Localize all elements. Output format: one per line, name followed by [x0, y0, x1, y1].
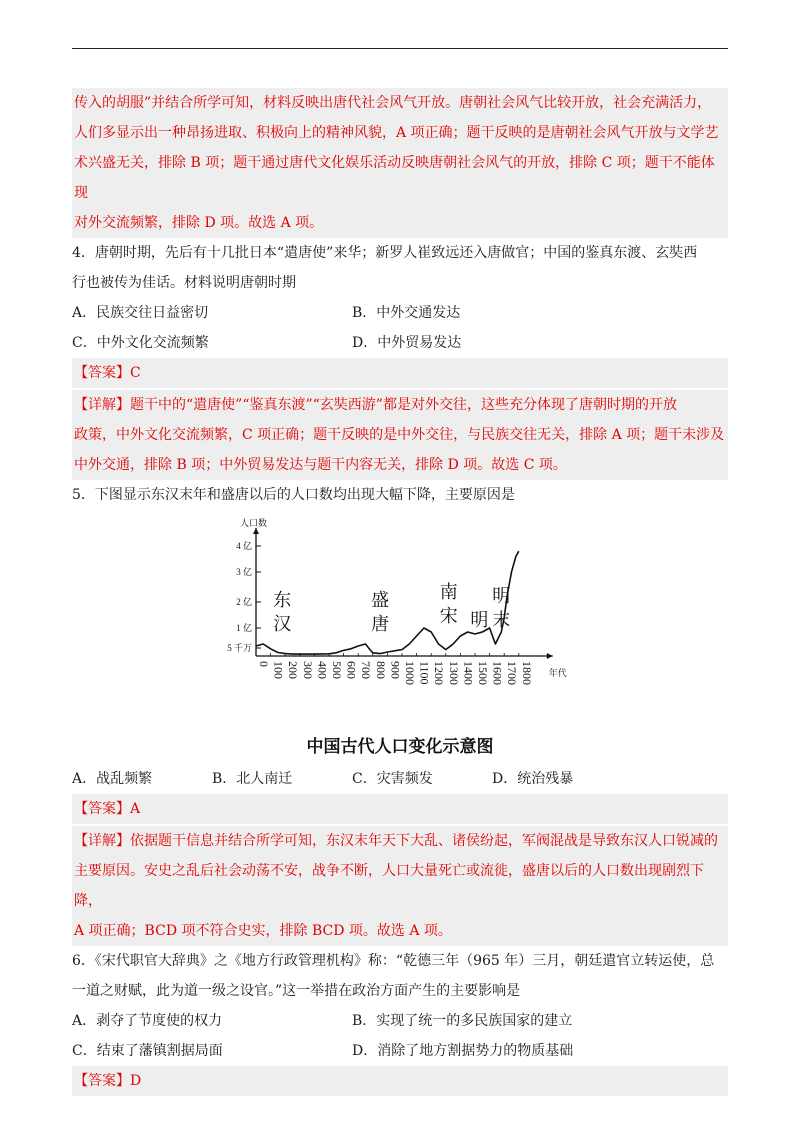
question-4-stem-line: 4．唐朝时期，先后有十几批日本“遣唐使”来华；新罗人崔致远还入唐做官；中国的鉴真东渡、玄奘西	[72, 245, 698, 261]
question-5	[72, 480, 728, 946]
detail-line: 【详解】题干中的“遣唐使”“鉴真东渡”“玄奘西游”都是对外交往，这些充分体现了唐朝时期的开放	[74, 397, 677, 413]
question-6-stem-line: 6．《宋代职官大辞典》之《地方行政管理机构》称：“乾德三年（965 年）三月，朝廷遣官立转运使，总	[72, 953, 715, 969]
x-tick-label: 1800	[519, 661, 534, 685]
prev-explanation	[72, 88, 728, 238]
option-d: D．统治残暴	[492, 771, 574, 787]
x-tick-label: 1000	[403, 661, 417, 685]
prev-explanation-line: 术兴盛无关，排除 B 项；题干通过唐代文化娱乐活动反映唐朝社会风气的开放，排除 C 项；题干不能体现	[74, 155, 715, 201]
answer-label: 【答案】	[74, 801, 130, 817]
x-tick-label: 1300	[446, 661, 461, 685]
question-4-answer	[72, 358, 728, 388]
x-tick-label: 1700	[505, 661, 520, 685]
detail-line: 政策，中外文化交流频繁，C 项正确；题干反映的是中外交往，与民族交往无关，排除 A 项；题干未涉及	[74, 427, 725, 443]
question-6-options-row	[72, 1006, 728, 1036]
question-5-stem: 5．下图显示东汉末年和盛唐以后的人口数均出现大幅下降，主要原因是	[72, 487, 515, 503]
option-a: A．战乱频繁	[72, 771, 153, 787]
question-6-options-row	[72, 1036, 728, 1066]
y-tick-label: 2 亿	[236, 597, 252, 607]
option-a: A．民族交往日益密切	[72, 305, 209, 321]
chart-annotation: 东	[273, 590, 292, 610]
y-tick-label: 1 亿	[236, 623, 252, 633]
question-4-options-row	[72, 298, 728, 328]
x-tick-label: 400	[315, 661, 330, 679]
option-b: B．北人南迁	[212, 771, 293, 787]
detail-line: 主要原因。安史之乱后社会动荡不安，战争不断，人口大量死亡或流徙，盛唐以后的人口数出现剧烈下降，	[74, 863, 704, 909]
document-body	[72, 88, 728, 1096]
y-tick-label: 5 千万	[227, 643, 252, 653]
option-d: D．消除了地方割据势力的物质基础	[352, 1043, 574, 1059]
x-tick-label: 1500	[476, 661, 490, 685]
x-axis-arrow	[547, 653, 553, 659]
x-tick-label: 700	[359, 661, 374, 679]
x-tick-label: 900	[388, 661, 403, 679]
chart-annotation: 末	[492, 610, 511, 630]
question-4-stem-line: 行也被传为佳话。材料说明唐朝时期	[72, 275, 296, 291]
chart-annotation: 明	[492, 586, 511, 606]
detail-line: 【详解】依据题干信息并结合所学可知，东汉末年天下大乱、诸侯纷起，军阀混战是导致东汉人口锐减的	[74, 833, 718, 849]
x-tick-label: 200	[286, 661, 301, 679]
chart-annotation: 汉	[273, 614, 292, 634]
prev-explanation-line: 人们多显示出一种昂扬进取、积极向上的精神风貌，A 项正确；题干反映的是唐朝社会风气开放与文学艺	[74, 125, 719, 141]
x-tick-label: 1200	[432, 661, 447, 685]
y-axis-arrow	[253, 528, 259, 534]
option-c: C．中外文化交流频繁	[72, 335, 209, 351]
answer-value: A	[130, 801, 141, 817]
question-5-options-row	[72, 764, 728, 794]
x-tick-label: 100	[271, 661, 286, 679]
prev-explanation-line: 传入的胡服”并结合所学可知，材料反映出唐代社会风气开放。唐朝社会风气比较开放，社会充满活力，	[74, 95, 712, 111]
detail-line: 中外交通，排除 B 项；中外贸易发达与题干内容无关，排除 D 项。故选 C 项。	[74, 457, 567, 473]
y-tick-label: 4 亿	[236, 541, 252, 551]
population-chart	[220, 514, 580, 762]
x-tick-label: 1100	[417, 661, 432, 685]
option-b: B．实现了统一的多民族国家的建立	[352, 1013, 573, 1029]
question-4-options-row	[72, 328, 728, 358]
option-d: D．中外贸易发达	[352, 335, 462, 351]
answer-value: D	[130, 1073, 142, 1089]
chart-annotation: 盛	[371, 590, 390, 610]
header-rule	[72, 48, 728, 49]
option-b: B．中外交通发达	[352, 305, 461, 321]
chart-annotation: 南	[439, 582, 458, 602]
answer-label: 【答案】	[74, 1073, 130, 1089]
prev-explanation-line: 对外交流频繁，排除 D 项。故选 A 项。	[74, 215, 324, 231]
x-tick-label: 0	[257, 661, 271, 667]
x-axis-title: 年代	[548, 668, 567, 678]
question-4	[72, 238, 728, 480]
population-chart-figure	[72, 514, 728, 762]
x-tick-label: 1600	[490, 661, 505, 685]
option-a: A．剥夺了节度使的权力	[72, 1013, 223, 1029]
x-tick-label: 600	[344, 661, 359, 679]
chart-annotation: 唐	[371, 614, 390, 634]
x-tick-label: 500	[330, 661, 344, 679]
y-tick-label: 3 亿	[236, 567, 252, 577]
chart-annotation: 明	[470, 610, 489, 630]
question-6	[72, 946, 728, 1096]
question-5-answer	[72, 794, 728, 824]
chart-title: 中国古代人口变化示意图	[306, 737, 494, 757]
question-5-detail	[72, 826, 728, 946]
detail-line: A 项正确；BCD 项不符合史实，排除 BCD 项。故选 A 项。	[74, 923, 452, 939]
question-6-answer	[72, 1066, 728, 1096]
option-c: C．灾害频发	[352, 771, 433, 787]
x-tick-label: 800	[373, 661, 388, 679]
x-tick-label: 1400	[461, 661, 476, 685]
answer-value: C	[130, 365, 141, 381]
y-axis-title: 人口数	[240, 518, 268, 528]
answer-label: 【答案】	[74, 365, 130, 381]
question-6-stem-line: 一道之财赋，此为道一级之设官。”这一举措在政治方面产生的主要影响是	[72, 983, 521, 999]
option-c: C．结束了藩镇割据局面	[72, 1043, 223, 1059]
question-4-detail	[72, 390, 728, 480]
x-tick-label: 300	[300, 661, 315, 679]
chart-annotation: 宋	[439, 606, 458, 626]
